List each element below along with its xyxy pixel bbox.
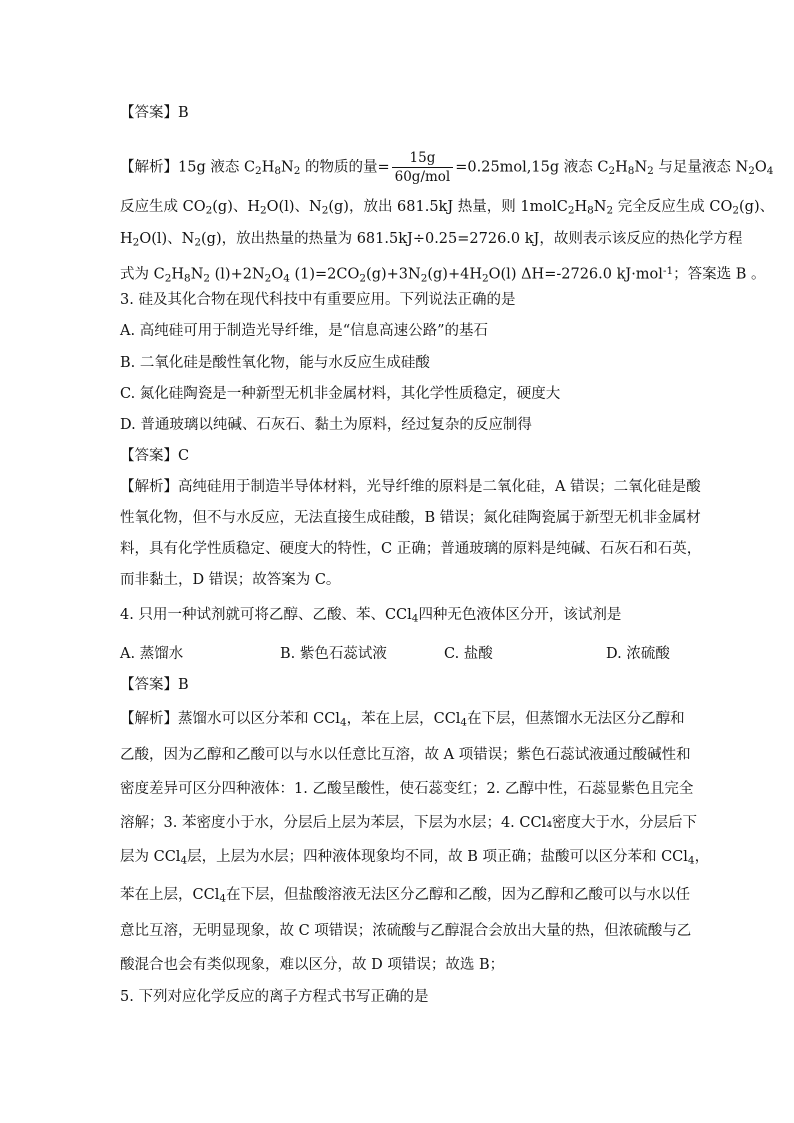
text: (g)+3N bbox=[366, 266, 421, 283]
sup: -1 bbox=[662, 265, 674, 277]
sub: 2 bbox=[606, 204, 614, 217]
sub: 4 bbox=[219, 892, 226, 905]
text: (g)+4H bbox=[427, 266, 482, 283]
analysis-line-4 bbox=[120, 262, 765, 287]
text: H bbox=[574, 199, 588, 215]
sub: 2 bbox=[567, 204, 575, 217]
text: O bbox=[754, 159, 767, 176]
sub: 4 bbox=[687, 854, 695, 867]
text: 完全反应生成 CO bbox=[613, 199, 733, 215]
answer-label: 【答案】 bbox=[120, 105, 178, 121]
question-3-analysis-4: 而非黏土，D 错误；故答案为 C。 bbox=[120, 572, 341, 588]
question-4-option-b: B. 紫色石蕊试液 bbox=[280, 646, 387, 662]
text: 四种无色液体区分开，该试剂是 bbox=[418, 607, 622, 623]
sub: 4 bbox=[339, 716, 347, 729]
sub: 4 bbox=[766, 165, 774, 178]
sub: 2 bbox=[260, 204, 267, 217]
question-3-option-d: D. 普通玻璃以纯碱、石灰石、黏土为原料，经过复杂的反应制得 bbox=[120, 417, 532, 433]
text: O(l)、N bbox=[139, 231, 195, 247]
analysis-line-1 bbox=[120, 150, 773, 188]
text: (g)、 bbox=[739, 199, 775, 215]
question-4-answer bbox=[120, 676, 189, 694]
text: 苯在上层，CCl bbox=[120, 887, 220, 903]
text: 蒸馏水可以区分苯和 CCl bbox=[178, 711, 340, 727]
sub: 4 bbox=[411, 612, 419, 625]
sub: 2 bbox=[481, 272, 489, 285]
answer-value: B bbox=[178, 677, 189, 693]
analysis-label: 【解析】 bbox=[120, 711, 178, 727]
text: 层，上层为水层；四种液体现象均不同，故 B 项正确；盐酸可以区分苯和 CCl bbox=[187, 849, 688, 865]
sub: 4 bbox=[283, 272, 290, 285]
answer-value: C bbox=[178, 448, 190, 464]
analysis-label: 【解析】 bbox=[120, 159, 178, 176]
text: =0.25mol,15g 液态 C bbox=[455, 159, 609, 176]
question-3-analysis-1 bbox=[120, 478, 701, 496]
text: 高纯硅用于制造半导体材料，光导纤维的原料是二氧化硅，A 错误；二氧化硅是酸 bbox=[178, 479, 701, 495]
sub: 2 bbox=[264, 272, 272, 285]
sub: 2 bbox=[321, 204, 329, 217]
text: (g)，放出热量的热量为 681.5kJ÷0.25=2726.0 kJ，故则表示该反应的热化学方程 bbox=[201, 231, 743, 247]
text: H bbox=[615, 159, 628, 176]
question-4-analysis-7: 意比互溶，无明显现象，故 C 项错误；浓硫酸与乙醇混合会放出大量的热，但浓硫酸与乙 bbox=[120, 923, 692, 939]
text: (g)，放出 681.5kJ 热量，则 1molC bbox=[328, 199, 568, 215]
sub: 2 bbox=[732, 204, 739, 217]
analysis-line-3 bbox=[120, 230, 742, 252]
answer-line bbox=[120, 104, 189, 122]
question-3-option-b: B. 二氧化硅是酸性氧化物，能与水反应生成硅酸 bbox=[120, 355, 430, 371]
question-4-analysis-4: 溶解；3. 苯密度小于水，分层后上层为苯层，下层为水层；4. CCl₄密度大于水，分层后下 bbox=[120, 815, 698, 831]
answer-value: B bbox=[178, 105, 189, 121]
analysis-line-2 bbox=[120, 198, 774, 220]
text: 式为 C bbox=[120, 266, 165, 283]
question-4-stem bbox=[120, 606, 621, 628]
question-3-option-a: A. 高纯硅可用于制造光导纤维，是“信息高速公路”的基石 bbox=[120, 323, 489, 339]
sub: 4 bbox=[180, 854, 188, 867]
sub: 2 bbox=[293, 165, 301, 178]
sub: 2 bbox=[203, 272, 211, 285]
sub: 2 bbox=[255, 165, 262, 178]
question-3-stem: 3. 硅及其化合物在现代科技中有重要应用。下列说法正确的是 bbox=[120, 292, 516, 308]
analysis-label: 【解析】 bbox=[120, 479, 178, 495]
question-4-option-d: D. 浓硫酸 bbox=[606, 646, 670, 662]
text: ，苯在上层，CCl bbox=[346, 711, 461, 727]
fraction bbox=[392, 150, 454, 185]
fraction-numerator: 15g bbox=[392, 150, 454, 168]
question-4-analysis-1 bbox=[120, 710, 685, 732]
text: 的物质的量= bbox=[300, 159, 390, 176]
sub: 2 bbox=[748, 165, 755, 178]
answer-label: 【答案】 bbox=[120, 448, 178, 464]
text: 层为 CCl bbox=[120, 849, 181, 865]
sub: 8 bbox=[587, 204, 594, 217]
question-3-analysis-2: 性氧化物，但不与水反应，无法直接生成硅酸，B 错误；氮化硅陶瓷属于新型无机非金属材 bbox=[120, 510, 701, 526]
text: (g)、H bbox=[212, 199, 260, 215]
sub: 2 bbox=[205, 204, 213, 217]
text: N bbox=[281, 159, 294, 176]
question-3-analysis-3: 料，具有化学性质稳定、硬度大的特性，C 正确；普通玻璃的原料是纯碱、石灰石和石英， bbox=[120, 541, 702, 557]
question-4-analysis-2: 乙酸，因为乙醇和乙酸可以与水以任意比互溶，故 A 项错误；紫色石蕊试液通过酸碱性和 bbox=[120, 747, 691, 763]
sub: 8 bbox=[274, 165, 282, 178]
text: (l)+2N bbox=[210, 266, 265, 283]
text: O bbox=[271, 266, 284, 283]
sub: 2 bbox=[164, 272, 172, 285]
text: 反应生成 CO bbox=[120, 199, 206, 215]
question-4-analysis-8: 酸混合也会有类似现象，难以区分，故 D 项错误；故选 B； bbox=[120, 957, 505, 973]
text: H bbox=[120, 231, 133, 247]
sub: 2 bbox=[420, 272, 428, 285]
text: 在下层，但蒸馏水无法区分乙醇和 bbox=[467, 711, 685, 727]
question-3-option-c: C. 氮化硅陶瓷是一种新型无机非金属材料，其化学性质稳定，硬度大 bbox=[120, 386, 561, 402]
text: 4. 只用一种试剂就可将乙醇、乙酸、苯、CCl bbox=[120, 607, 412, 623]
text: O(l) ΔH=-2726.0 kJ·mol bbox=[488, 266, 663, 283]
sub: 8 bbox=[627, 165, 635, 178]
question-4-analysis-6 bbox=[120, 886, 690, 908]
text: N bbox=[190, 266, 204, 283]
sub: 8 bbox=[184, 272, 191, 285]
sub: 2 bbox=[132, 236, 140, 249]
text: 在下层，但盐酸溶液无法区分乙醇和乙酸，因为乙醇和乙酸可以与水以任 bbox=[225, 887, 690, 903]
question-3-answer bbox=[120, 447, 189, 465]
text: H bbox=[171, 266, 185, 283]
sub: 2 bbox=[359, 272, 367, 285]
text: 与足量液态 N bbox=[653, 159, 749, 176]
question-4-analysis-5 bbox=[120, 848, 709, 870]
answer-label: 【答案】 bbox=[120, 677, 178, 693]
text: H bbox=[261, 159, 275, 176]
text: (1)=2CO bbox=[289, 266, 360, 283]
text: ， bbox=[694, 849, 710, 865]
question-4-option-a: A. 蒸馏水 bbox=[120, 646, 184, 662]
text: O(l)、N bbox=[266, 199, 322, 215]
sub: 2 bbox=[194, 236, 201, 249]
text: ；答案选 B 。 bbox=[673, 266, 766, 283]
question-5-stem: 5. 下列对应化学反应的离子方程式书写正确的是 bbox=[120, 989, 429, 1005]
text: N bbox=[634, 159, 648, 176]
question-4-analysis-3: 密度差异可区分四种液体：1. 乙酸呈酸性，使石蕊变红；2. 乙醇中性，石蕊显紫色且完全 bbox=[120, 781, 694, 797]
fraction-denominator: 60g/mol bbox=[394, 169, 451, 185]
text: N bbox=[593, 199, 607, 215]
text: 15g 液态 C bbox=[178, 159, 256, 176]
question-4-option-c: C. 盐酸 bbox=[444, 646, 493, 662]
sub: 2 bbox=[647, 165, 654, 178]
sub: 4 bbox=[460, 716, 468, 729]
sub: 2 bbox=[608, 165, 616, 178]
